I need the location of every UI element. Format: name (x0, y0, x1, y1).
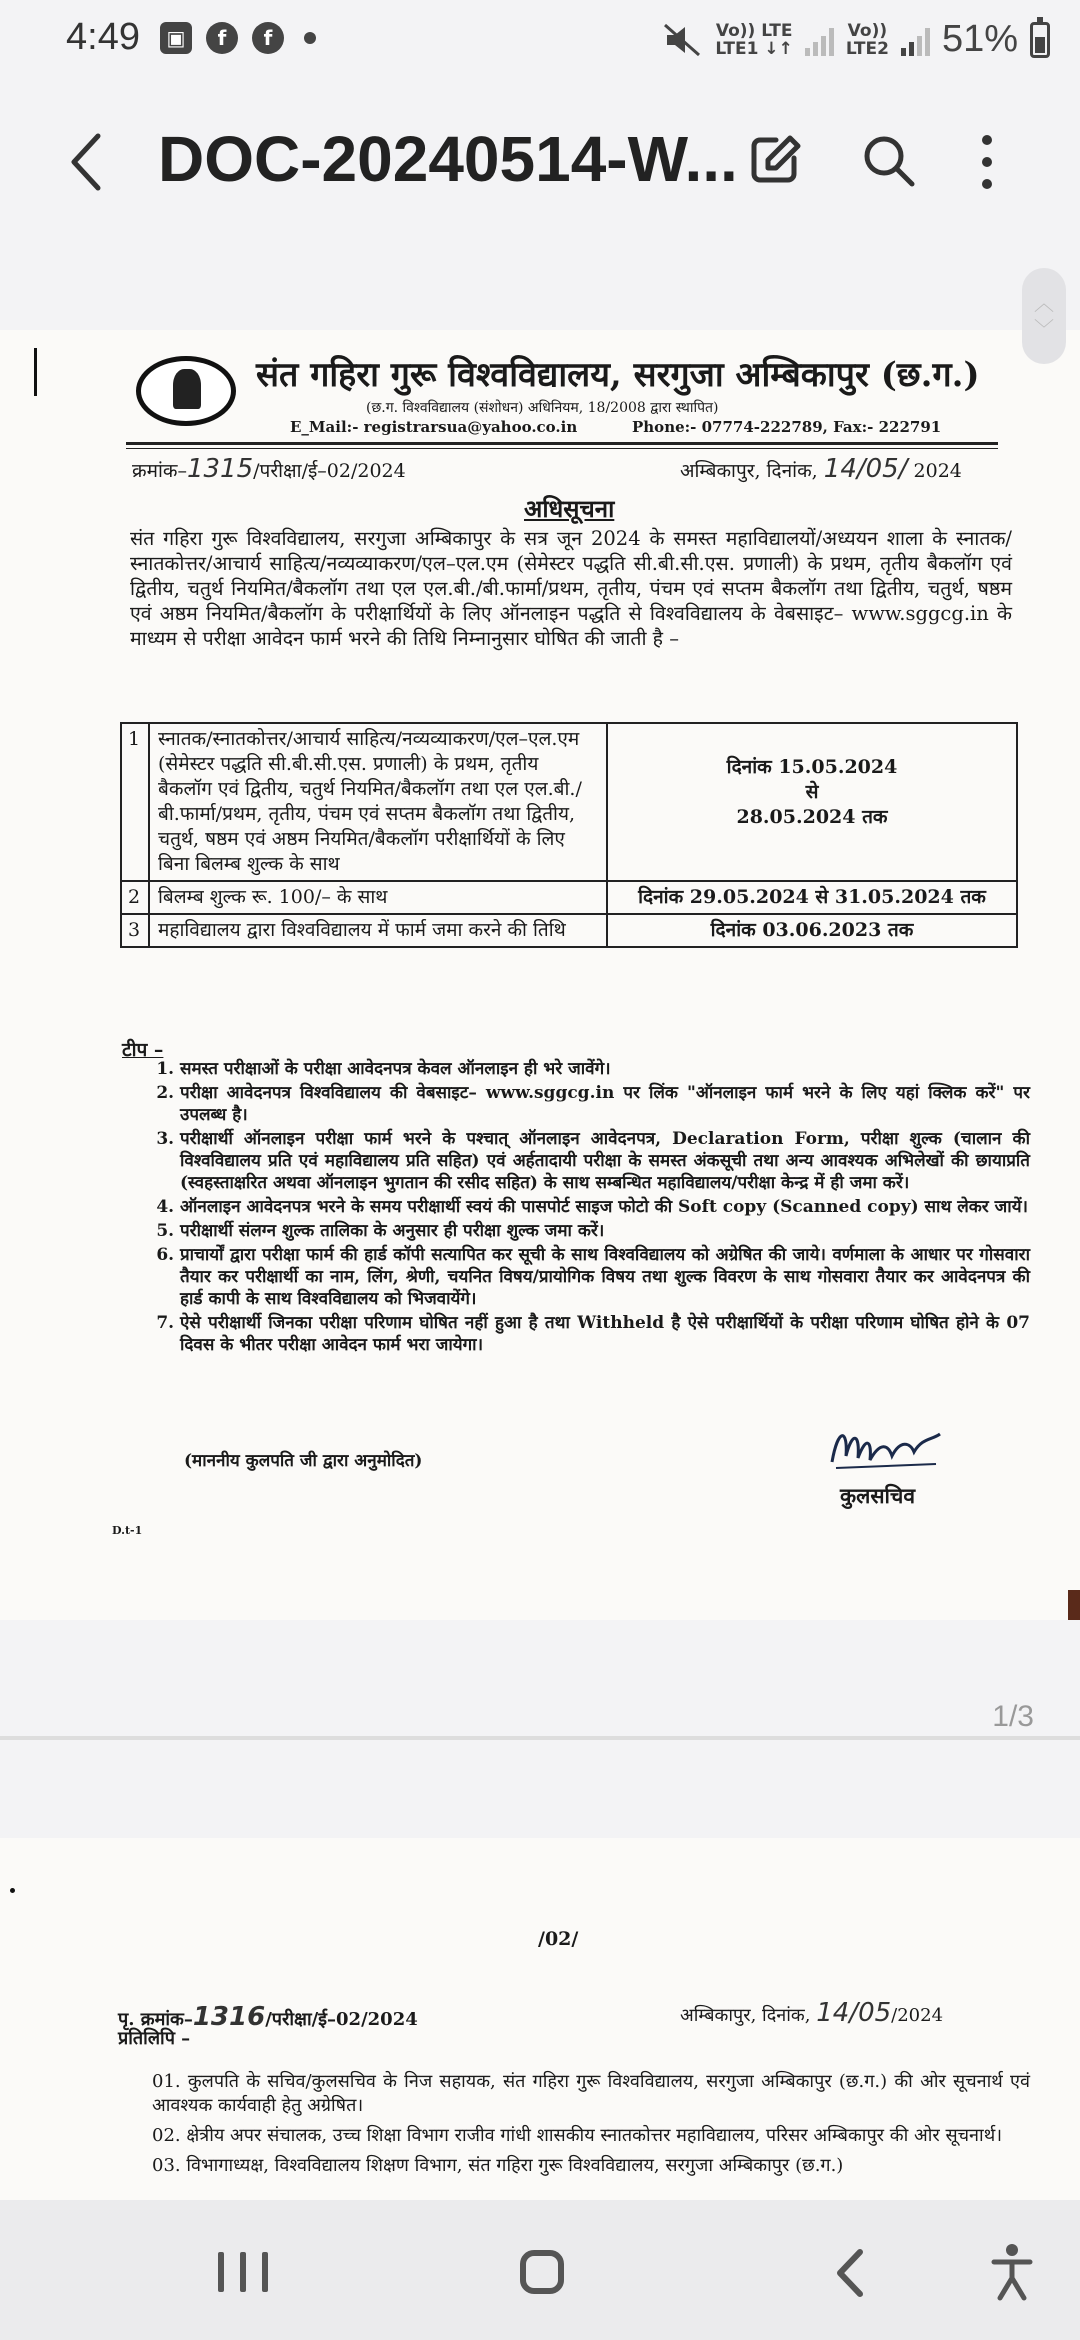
row-number: 1 (121, 723, 149, 881)
place-date: अम्बिकापुर, दिनांक, 14/05/2024 (680, 1998, 944, 2028)
copy-heading: प्रतिलिपि – (118, 2028, 191, 2049)
back-arrow-icon (62, 130, 112, 194)
home-button[interactable] (520, 2250, 564, 2294)
note-item: 4. ऑनलाइन आवेदनपत्र भरने के समय परीक्षार्थी स्वयं की पासपोर्ट साइज फोटो की Soft copy (Scanned copy) साथ लेकर जायें। (180, 1196, 1030, 1218)
row-number: 3 (121, 914, 149, 947)
reference-number: क्रमांक–1315/परीक्षा/ई–02/2024 (132, 454, 406, 484)
edit-icon (746, 132, 802, 188)
note-item: 5. परीक्षार्थी संलग्न शुल्क तालिका के अनुसार ही परीक्षा शुल्क जमा करें। (180, 1220, 1030, 1242)
navigation-bar (0, 2200, 1080, 2340)
row-description: बिलम्ब शुल्क रू. 100/– के साथ (149, 881, 607, 914)
note-item: 3. परीक्षार्थी ऑनलाइन परीक्षा फार्म भरने के पश्चात् ऑनलाइन आवेदनपत्र, Declaration Form, परीक्षा शुल्क (चालान की विश्वविद्यालय प्रति एवं महाविद्यालय प्रति सहित) एवं अर्हतादायी परीक्षा के समस्त अंकसूची तथा अन्य आवश्यक अभिलेखों की छायाप्रति (स्वहस्ताक्षरित अथवा ऑनलाइन भुगतान की रसीद सहित) के साथ सम्बन्धित महाविद्यालय/परीक्षा केन्द्र में ही जमा करें। (180, 1128, 1030, 1194)
page-number: /02/ (538, 1928, 579, 1950)
mute-icon (663, 23, 703, 57)
battery-percent: 51% (941, 18, 1018, 60)
note-item: 2. परीक्षा आवेदनपत्र विश्वविद्यालय की वेबसाइट– www.sggcg.in पर लिंक "ऑनलाइन फार्म भरने के लिए यहां क्लिक करें" पर उपलब्ध है। (180, 1082, 1030, 1126)
more-options-button[interactable] (972, 130, 1002, 194)
chevron-up-icon: ︿ (1034, 291, 1054, 315)
approval-note: (माननीय कुलपति जी द्वारा अनुमोदित) (184, 1451, 423, 1471)
footer-code: D.t-1 (112, 1524, 143, 1537)
page-indicator: 1/3 (992, 1700, 1034, 1733)
notification-heading: अधिसूचना (524, 494, 615, 523)
list-item: 01. कुलपति के सचिव/कुलसचिव के निज सहायक, संत गहिरा गुरू विश्वविद्यालय, सरगुजा अम्बिकापुर (छ.ग.) की ओर सूचनार्थ एवं आवश्यक कार्यवाही हेतु अग्रेषित। (152, 2071, 1030, 2116)
sim2-network: Vo)) LTE2 (845, 20, 889, 59)
row-date: दिनांक 29.05.2024 से 31.05.2024 तक (607, 881, 1017, 914)
sim2-signal-icon (901, 24, 930, 56)
battery-icon (1030, 22, 1050, 58)
accessibility-icon (990, 2242, 1034, 2302)
back-button[interactable] (62, 130, 112, 194)
table-row (121, 723, 1017, 881)
row-description: स्नातक/स्नातकोत्तर/आचार्य साहित्य/नव्यव्याकरण/एल–एल.एम (सेमेस्टर पद्धति सी.बी.सी.एस. प्रणाली) के प्रथम, तृतीय बैकलॉग एवं द्वितीय, चतुर्थ नियमित/बैकलॉग तथा एल एल.बी./बी.फार्मा/प्रथम, तृतीय, पंचम एवं सप्तम बैकलॉग तथा द्वितीय, चतुर्थ, षष्ठम एवं अष्ठम नियमित/बैकलॉग परीक्षार्थियों के लिए बिना बिलम्ब शुल्क के साथ (149, 723, 607, 881)
page-separator (0, 1736, 1080, 1740)
copy-list (152, 2070, 1030, 2184)
university-email: E_Mail:- registrarsua@yahoo.co.in (290, 418, 578, 436)
more-vertical-icon (972, 130, 1002, 194)
facebook-icon: f (252, 22, 284, 54)
header-divider (126, 442, 998, 445)
table-row (121, 914, 1017, 947)
university-phone: Phone:- 07774-222789, Fax:- 222791 (632, 418, 942, 436)
status-right (663, 18, 1050, 61)
search-icon (860, 132, 918, 190)
chevron-down-icon: ﹀ (1034, 317, 1054, 341)
signature-image (826, 1422, 946, 1478)
margin-mark (34, 348, 37, 396)
document-title: DOC-20240514-W... (158, 123, 738, 195)
dot-icon (304, 32, 316, 44)
notification-icons (160, 22, 316, 54)
signatory-title: कुलसचिव (840, 1483, 916, 1508)
place-date: अम्बिकापुर, दिनांक, 14/05/ 2024 (680, 454, 962, 484)
recent-apps-icon (218, 2252, 224, 2292)
nav-back-icon (830, 2248, 870, 2298)
facebook-icon: f (206, 22, 238, 54)
status-time: 4:49 (66, 16, 140, 58)
notification-paragraph: संत गहिरा गुरू विश्वविद्यालय, सरगुजा अम्बिकापुर के सत्र जून 2024 के समस्त महाविद्यालयों/अध्ययन शाला के स्नातक/स्नातकोत्तर/आचार्य साहित्य/नव्यव्याकरण/एल–एल.एम (सेमेस्टर पद्धति सी.बी.सी.एस. प्रणाली) के प्रथम, तृतीय बैकलॉग एवं द्वितीय, चतुर्थ नियमित/बैकलॉग तथा एल एल.बी./बी.फार्मा/प्रथम, तृतीय, पंचम एवं सप्तम बैकलॉग तथा द्वितीय, चतुर्थ, षष्ठम एवं अष्ठम नियमित/बैकलॉग के परीक्षार्थियों के लिए ऑनलाइन पद्धति से विश्वविद्यालय के वेबसाइट– www.sggcg.in के माध्यम से परीक्षा आवेदन फार्म भरने की तिथि निम्नानुसार घोषित की जाती है – (130, 527, 1012, 650)
status-bar (0, 0, 1080, 80)
university-emblem-icon (136, 356, 236, 426)
list-item: 02. क्षेत्रीय अपर संचालक, उच्च शिक्षा विभाग राजीव गांधी शासकीय स्नातकोत्तर महाविद्यालय, परिसर अम्बिकापुर की ओर सूचनार्थ। (152, 2125, 1003, 2146)
note-item: 6. प्राचार्यों द्वारा परीक्षा फार्म की हार्ड कॉपी सत्यापित कर सूची के साथ विश्वविद्यालय को अग्रेषित की जाये। वर्णमाला के आधार पर गोसवारा तैयार कर परीक्षार्थी का नाम, लिंग, श्रेणी, चयनित विषय/प्रायोगिक विषय तथा शुल्क विवरण के साथ गोसवारा तैयार कर आवेदनपत्र की हार्ड कापी के साथ विश्वविद्यालय को भिजवायेंगे। (180, 1244, 1030, 1310)
university-subtitle: (छ.ग. विश्वविद्यालय (संशोधन) अधिनियम, 18/2008 द्वारा स्थापित) (366, 400, 719, 416)
table-row (121, 881, 1017, 914)
document-page-2 (0, 1838, 1080, 2200)
row-description: महाविद्यालय द्वारा विश्वविद्यालय में फार्म जमा करने की तिथि (149, 914, 607, 947)
reference-number: पृ. क्रमांक–1316/परीक्षा/ई–02/2024 (118, 2002, 418, 2032)
recent-apps-button[interactable] (218, 2252, 268, 2292)
notes-list (154, 1058, 1030, 1358)
row-number: 2 (121, 881, 149, 914)
gallery-icon: ▣ (160, 22, 192, 54)
schedule-table (120, 722, 1018, 948)
search-button[interactable] (860, 132, 918, 190)
sim1-signal-icon (805, 24, 834, 56)
document-viewer[interactable] (0, 240, 1080, 2200)
accessibility-button[interactable] (990, 2242, 1034, 2302)
sim1-network: Vo)) LTE LTE1 ↓↑ (715, 20, 793, 59)
nav-back-button[interactable] (830, 2248, 870, 2298)
notes-heading: टीप – (122, 1039, 164, 1061)
note-item: 1. समस्त परीक्षाओं के परीक्षा आवेदनपत्र केवल ऑनलाइन ही भरे जावेंगे। (180, 1058, 1030, 1080)
document-page-1 (0, 330, 1080, 1620)
university-name: संत गहिरा गुरू विश्वविद्यालय, सरगुजा अम्बिकापुर (छ.ग.) (256, 355, 980, 395)
speck (10, 1888, 15, 1893)
page-edge (1068, 1590, 1080, 1620)
note-item: 7. ऐसे परीक्षार्थी जिनका परीक्षा परिणाम घोषित नहीं हुआ है तथा Withheld है ऐसे परीक्षार्थियों के परीक्षा परिणाम घोषित होने के 07 दिवस के भीतर परीक्षा आवेदन फार्म भरा जायेगा। (180, 1312, 1030, 1356)
header-divider-thin (126, 448, 998, 449)
row-date: दिनांक 15.05.2024 से 28.05.2024 तक (607, 723, 1017, 881)
app-bar (0, 80, 1080, 240)
scroll-handle[interactable] (1022, 268, 1066, 364)
list-item: 03. विभागाध्यक्ष, विश्वविद्यालय शिक्षण विभाग, संत गहिरा गुरू विश्वविद्यालय, सरगुजा अम्बिकापुर (छ.ग.) (152, 2155, 844, 2176)
edit-button[interactable] (746, 132, 802, 188)
row-date: दिनांक 03.06.2023 तक (607, 914, 1017, 947)
